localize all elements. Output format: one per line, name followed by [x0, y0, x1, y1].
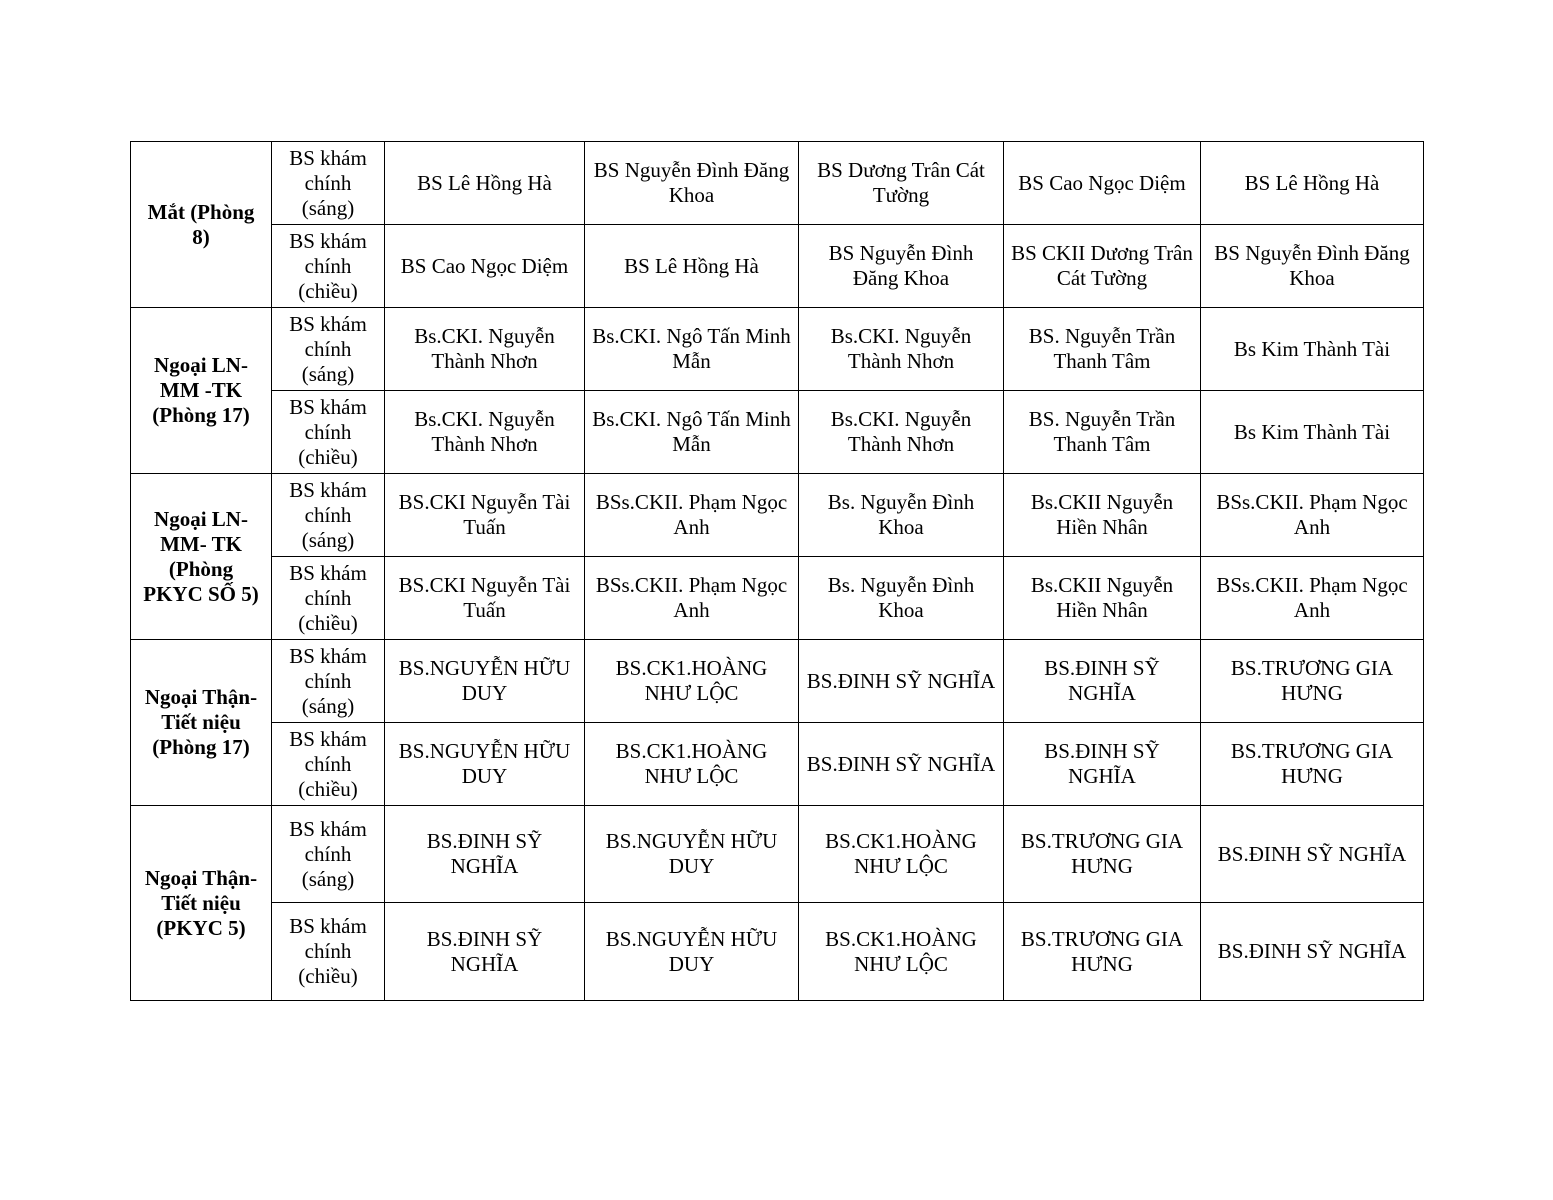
doctor-cell: Bs. Nguyễn Đình Khoa: [799, 474, 1004, 557]
shift-cell: BS khám chính (chiều): [272, 391, 385, 474]
doctor-cell: BSs.CKII. Phạm Ngọc Anh: [1201, 474, 1424, 557]
doctor-cell: BS.TRƯƠNG GIA HƯNG: [1004, 903, 1201, 1001]
table-row: [131, 640, 1424, 723]
doctor-cell: BSs.CKII. Phạm Ngọc Anh: [585, 474, 799, 557]
doctor-cell: Bs.CKII Nguyễn Hiền Nhân: [1004, 557, 1201, 640]
department-cell: Ngoại Thận-Tiết niệu (Phòng 17): [131, 640, 272, 806]
department-cell: Ngoại Thận-Tiết niệu (PKYC 5): [131, 806, 272, 1001]
doctor-cell: Bs.CKI. Nguyễn Thành Nhơn: [799, 308, 1004, 391]
doctor-cell: BS.ĐINH SỸ NGHĨA: [1004, 640, 1201, 723]
doctor-cell: Bs.CKI. Ngô Tấn Minh Mẫn: [585, 391, 799, 474]
doctor-cell: BS.CKI Nguyễn Tài Tuấn: [385, 557, 585, 640]
department-cell: Mắt (Phòng 8): [131, 142, 272, 308]
shift-cell: BS khám chính (chiều): [272, 225, 385, 308]
department-cell: Ngoại LN-MM- TK (Phòng PKYC SỐ 5): [131, 474, 272, 640]
doctor-cell: BS.CKI Nguyễn Tài Tuấn: [385, 474, 585, 557]
shift-cell: BS khám chính (chiều): [272, 903, 385, 1001]
table-row: [131, 723, 1424, 806]
doctor-cell: BS.CK1.HOÀNG NHƯ LỘC: [799, 903, 1004, 1001]
doctor-cell: Bs.CKI. Nguyễn Thành Nhơn: [385, 391, 585, 474]
table-row: [131, 308, 1424, 391]
doctor-cell: BS.ĐINH SỸ NGHĨA: [1201, 903, 1424, 1001]
doctor-cell: Bs.CKII Nguyễn Hiền Nhân: [1004, 474, 1201, 557]
doctor-cell: Bs.CKI. Nguyễn Thành Nhơn: [385, 308, 585, 391]
doctor-cell: BS.TRƯƠNG GIA HƯNG: [1004, 806, 1201, 903]
doctor-cell: BS. Nguyễn Trần Thanh Tâm: [1004, 391, 1201, 474]
doctor-cell: BS.NGUYỄN HỮU DUY: [385, 723, 585, 806]
doctor-cell: Bs Kim Thành Tài: [1201, 308, 1424, 391]
doctor-cell: BS Dương Trân Cát Tường: [799, 142, 1004, 225]
table-row: [131, 903, 1424, 1001]
doctor-cell: Bs. Nguyễn Đình Khoa: [799, 557, 1004, 640]
doctor-cell: BS.TRƯƠNG GIA HƯNG: [1201, 640, 1424, 723]
doctor-cell: BS. Nguyễn Trần Thanh Tâm: [1004, 308, 1201, 391]
doctor-cell: BSs.CKII. Phạm Ngọc Anh: [1201, 557, 1424, 640]
shift-cell: BS khám chính (chiều): [272, 557, 385, 640]
table-row: [131, 474, 1424, 557]
doctor-cell: BS Cao Ngọc Diệm: [1004, 142, 1201, 225]
doctor-cell: BS Nguyễn Đình Đăng Khoa: [1201, 225, 1424, 308]
doctor-cell: BS Cao Ngọc Diệm: [385, 225, 585, 308]
shift-cell: BS khám chính (sáng): [272, 640, 385, 723]
table-row: [131, 225, 1424, 308]
doctor-cell: BS.CK1.HOÀNG NHƯ LỘC: [585, 640, 799, 723]
doctor-cell: BS.ĐINH SỸ NGHĨA: [1004, 723, 1201, 806]
doctor-cell: BSs.CKII. Phạm Ngọc Anh: [585, 557, 799, 640]
doctor-cell: BS.TRƯƠNG GIA HƯNG: [1201, 723, 1424, 806]
doctor-cell: BS Lê Hồng Hà: [385, 142, 585, 225]
doctor-cell: BS.CK1.HOÀNG NHƯ LỘC: [585, 723, 799, 806]
shift-cell: BS khám chính (sáng): [272, 142, 385, 225]
doctor-cell: BS.CK1.HOÀNG NHƯ LỘC: [799, 806, 1004, 903]
doctor-cell: Bs.CKI. Ngô Tấn Minh Mẫn: [585, 308, 799, 391]
doctor-cell: BS CKII Dương Trân Cát Tường: [1004, 225, 1201, 308]
doctor-cell: BS.ĐINH SỸ NGHĨA: [799, 640, 1004, 723]
table-row: [131, 391, 1424, 474]
shift-cell: BS khám chính (sáng): [272, 806, 385, 903]
doctor-schedule-table: [130, 141, 1424, 1001]
shift-cell: BS khám chính (chiều): [272, 723, 385, 806]
table-row: [131, 142, 1424, 225]
department-cell: Ngoại LN-MM -TK (Phòng 17): [131, 308, 272, 474]
doctor-cell: BS.NGUYỄN HỮU DUY: [385, 640, 585, 723]
doctor-cell: BS.ĐINH SỸ NGHĨA: [385, 903, 585, 1001]
doctor-cell: BS.NGUYỄN HỮU DUY: [585, 903, 799, 1001]
doctor-cell: BS Nguyễn Đình Đăng Khoa: [799, 225, 1004, 308]
doctor-cell: BS.ĐINH SỸ NGHĨA: [799, 723, 1004, 806]
doctor-cell: BS Lê Hồng Hà: [585, 225, 799, 308]
doctor-cell: BS Nguyễn Đình Đăng Khoa: [585, 142, 799, 225]
table-row: [131, 557, 1424, 640]
shift-cell: BS khám chính (sáng): [272, 308, 385, 391]
doctor-cell: BS.ĐINH SỸ NGHĨA: [1201, 806, 1424, 903]
doctor-cell: BS Lê Hồng Hà: [1201, 142, 1424, 225]
doctor-cell: BS.ĐINH SỸ NGHĨA: [385, 806, 585, 903]
doctor-cell: Bs Kim Thành Tài: [1201, 391, 1424, 474]
doctor-cell: Bs.CKI. Nguyễn Thành Nhơn: [799, 391, 1004, 474]
shift-cell: BS khám chính (sáng): [272, 474, 385, 557]
doctor-cell: BS.NGUYỄN HỮU DUY: [585, 806, 799, 903]
table-row: [131, 806, 1424, 903]
